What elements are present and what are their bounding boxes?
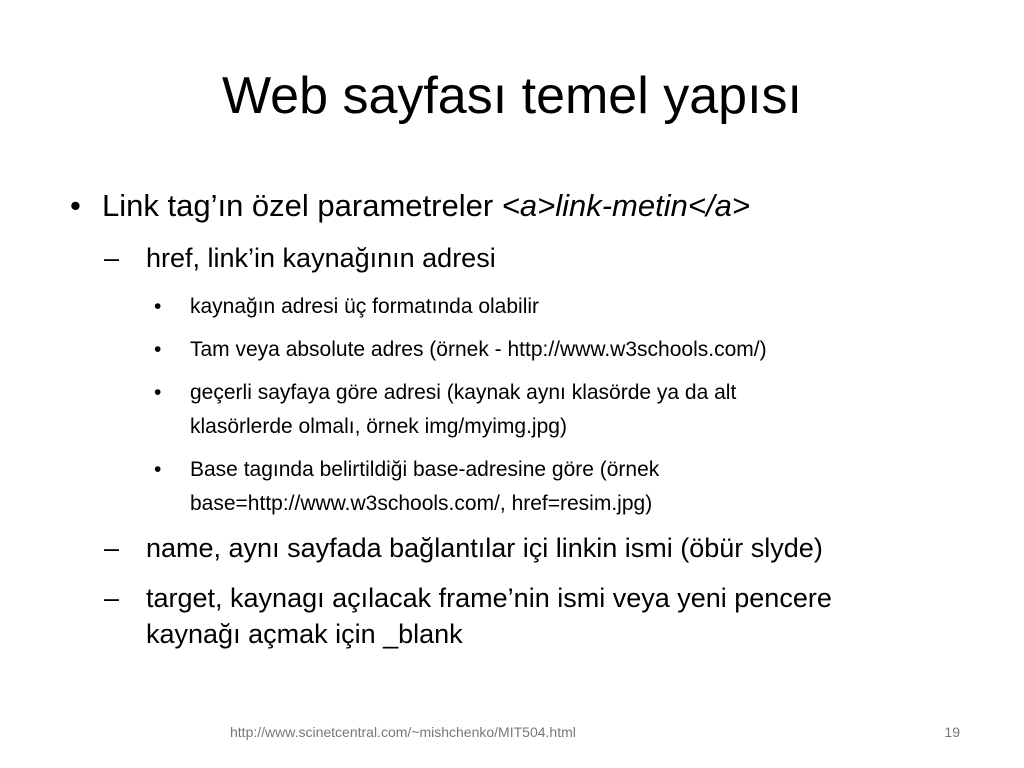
- detail-text: kaynağın adresi üç formatında olabilir: [190, 295, 540, 318]
- dash-icon: –: [104, 583, 120, 613]
- page-number: 19: [944, 724, 960, 740]
- sub-bullet-href: [70, 240, 990, 276]
- bullet-dot-icon: •: [154, 458, 162, 481]
- bullet-text: Link tag’ın özel parametreler: [102, 188, 502, 223]
- sub-bullet-text: name, aynı sayfada bağlantılar içi linkin ismi (öbür slyde): [146, 533, 823, 563]
- detail-item: [70, 453, 990, 521]
- bullet-dot-icon: •: [70, 188, 81, 223]
- detail-text-line: Base tagında belirtildiği base-adresine göre (örnek: [190, 458, 660, 481]
- bullet-dot-icon: •: [154, 338, 162, 361]
- dash-icon: –: [104, 533, 120, 563]
- detail-item: [70, 290, 990, 324]
- dash-icon: –: [104, 243, 120, 273]
- detail-item: [70, 376, 990, 444]
- bullet-dot-icon: •: [154, 381, 162, 404]
- bullet-link-tag: [70, 186, 990, 226]
- sub-bullet-text-line: target, kaynagı açılacak frame’nin ismi veya yeni pencere: [146, 583, 832, 613]
- slide-content: [70, 186, 990, 666]
- sub-bullet-target: [70, 580, 990, 652]
- detail-text-line: base=http://www.w3schools.com/, href=resim.jpg): [190, 492, 653, 515]
- detail-item: [70, 333, 990, 367]
- detail-text-line: geçerli sayfaya göre adresi (kaynak aynı klasörde ya da alt: [190, 381, 737, 404]
- bullet-dot-icon: •: [154, 295, 162, 318]
- sub-bullet-name: [70, 530, 990, 566]
- slide-title: Web sayfası temel yapısı: [222, 67, 802, 125]
- footer-url: http://www.scinetcentral.com/~mishchenko/MIT504.html: [230, 724, 576, 740]
- detail-text: Tam veya absolute adres (örnek - http://www.w3schools.com/): [190, 338, 767, 361]
- detail-text-line: klasörlerde olmalı, örnek img/myimg.jpg): [190, 415, 567, 438]
- bullet-code: <a>link-metin</a>: [501, 188, 750, 223]
- sub-bullet-text: href, link’in kaynağının adresi: [146, 243, 496, 273]
- sub-bullet-text-line: kaynağı açmak için _blank: [146, 619, 463, 649]
